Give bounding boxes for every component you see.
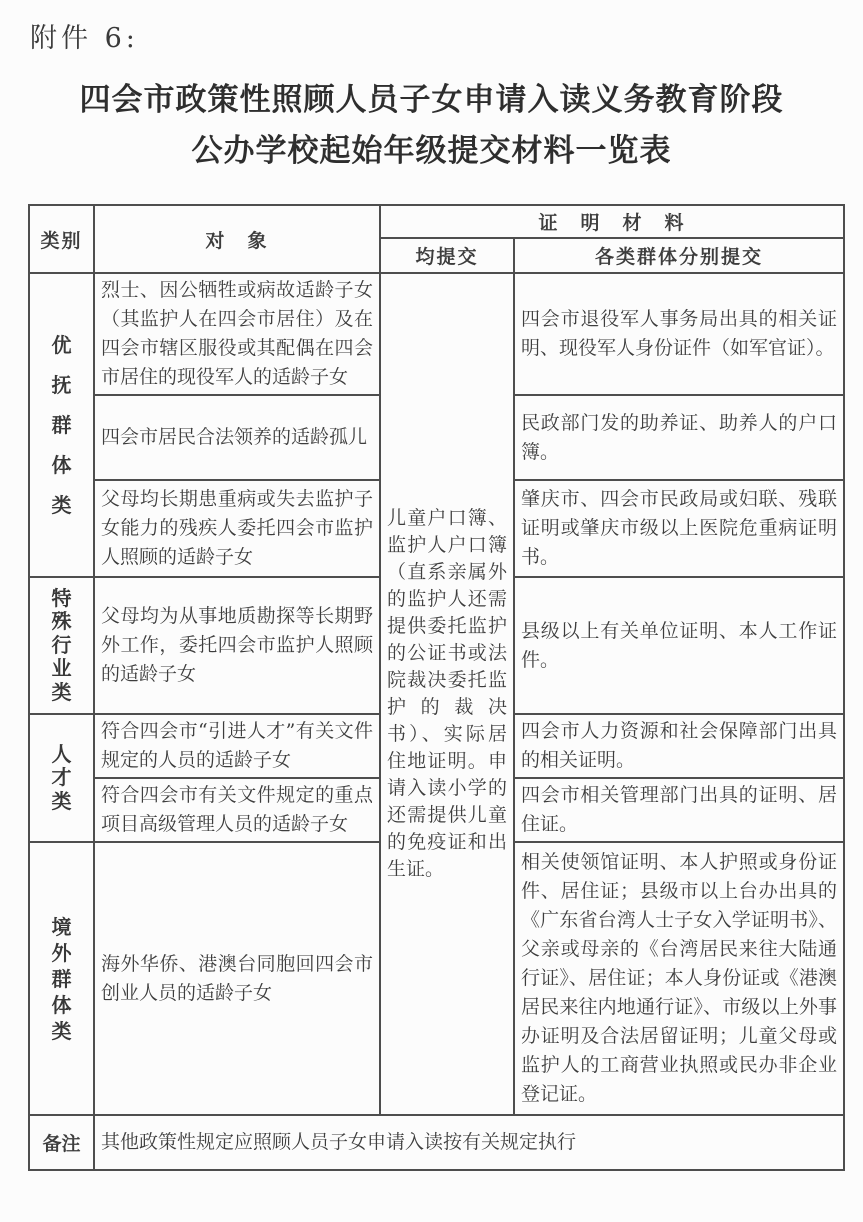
header-row-1 — [29, 205, 844, 238]
materials-table — [28, 204, 845, 1171]
target-cell: 父母均长期患重病或失去监护子女能力的残疾人委托四会市监护人照顾的适龄子女 — [94, 480, 380, 577]
category-label: 人才类 — [51, 741, 72, 813]
document-title-line2: 公办学校起始年级提交材料一览表 — [191, 133, 672, 169]
material-cell: 县级以上有关单位证明、本人工作证件。 — [514, 577, 844, 714]
material-cell: 民政部门发的助养证、助养人的户口簿。 — [514, 395, 844, 480]
header-target: 对 象 — [94, 205, 380, 273]
material-cell: 四会市相关管理部门出具的证明、居住证。 — [514, 778, 844, 842]
all-submit-cell: 儿童户口簿、监护人户口簿（直系亲属外的监护人还需提供委托监护的公证书或法院裁决委托监护的裁决书）、实际居住地证明。申请入读小学的还需提供儿童的免疫证和出生证。 — [380, 273, 514, 1115]
target-cell: 符合四会市有关文件规定的重点项目高级管理人员的适龄子女 — [94, 778, 380, 842]
document-title — [0, 75, 863, 177]
target-cell: 烈士、因公牺牲或病故适龄子女（其监护人在四会市居住）及在四会市辖区服役或其配偶在四会市居住的现役军人的适龄子女 — [94, 273, 380, 395]
remark-row — [29, 1115, 844, 1170]
category-label: 优抚群体类 — [51, 333, 72, 517]
target-cell: 四会市居民合法领养的适龄孤儿 — [94, 395, 380, 480]
header-category: 类别 — [29, 205, 94, 273]
category-cell-rencai — [29, 714, 94, 842]
target-cell: 海外华侨、港澳台同胞回四会市创业人员的适龄子女 — [94, 842, 380, 1115]
category-label: 境外群体类 — [51, 914, 72, 1043]
header-materials: 证 明 材 料 — [380, 205, 844, 238]
material-cell: 四会市退役军人事务局出具的相关证明、现役军人身份证件（如军官证）。 — [514, 273, 844, 395]
material-cell: 相关使领馆证明、本人护照或身份证件、居住证；县级市以上台办出具的《广东省台湾人士子女入学证明书》、父亲或母亲的《台湾居民来往大陆通行证》、居住证；本人身份证或《港澳居民来往内地通行证》、市级以上外事办证明及合法居留证明；儿童父母或监护人的工商营业执照或民办非企业登记证。 — [514, 842, 844, 1115]
table-row — [29, 273, 844, 395]
header-group-submit: 各类群体分别提交 — [514, 238, 844, 273]
material-cell: 四会市人力资源和社会保障部门出具的相关证明。 — [514, 714, 844, 778]
attachment-label: 附件 6: — [30, 23, 139, 54]
header-all-submit: 均提交 — [380, 238, 514, 273]
material-cell: 肇庆市、四会市民政局或妇联、残联证明或肇庆市级以上医院危重病证明书。 — [514, 480, 844, 577]
target-cell: 父母均为从事地质勘探等长期野外工作，委托四会市监护人照顾的适龄子女 — [94, 577, 380, 714]
category-label: 特殊行业类 — [51, 585, 72, 704]
category-cell-teshu — [29, 577, 94, 714]
remark-label: 备注 — [29, 1115, 94, 1170]
category-cell-youfu — [29, 273, 94, 577]
target-cell: 符合四会市“引进人才”有关文件规定的人员的适龄子女 — [94, 714, 380, 778]
document-title-line1: 四会市政策性照顾人员子女申请入读义务教育阶段 — [79, 82, 784, 118]
category-cell-jingwai — [29, 842, 94, 1115]
remark-text: 其他政策性规定应照顾人员子女申请入读按有关规定执行 — [94, 1115, 844, 1170]
